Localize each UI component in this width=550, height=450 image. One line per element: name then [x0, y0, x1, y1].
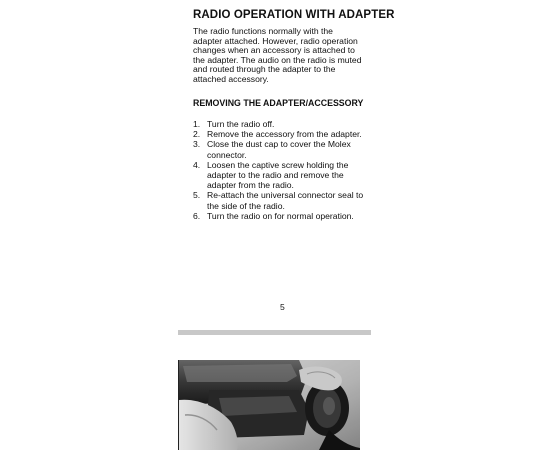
- radio-adapter-photo: [179, 360, 360, 450]
- step-text: Turn the radio off.: [207, 119, 275, 129]
- page-number: 5: [280, 302, 285, 312]
- step-text: Loosen the captive screw holding the: [207, 159, 349, 170]
- step-number: 3.: [193, 139, 201, 150]
- step-text: Re-attach the universal connector seal to: [207, 190, 364, 201]
- intro-line: adapter attached. However, radio operation: [193, 35, 358, 46]
- step-text: the side of the radio.: [207, 200, 285, 211]
- step-text: adapter to the radio and remove the: [207, 170, 344, 181]
- step-item: [193, 211, 383, 221]
- step-item: [193, 160, 383, 191]
- step-item: [193, 119, 383, 129]
- step-item: [193, 139, 383, 159]
- page-divider: [178, 330, 371, 335]
- intro-line: The radio functions normally with the: [193, 26, 333, 36]
- radio-adapter-photo-graphic: [179, 360, 360, 450]
- step-item: [193, 190, 383, 210]
- step-number: 6.: [193, 210, 201, 221]
- step-number: 4.: [193, 159, 201, 170]
- intro-line: and routed through the adapter to the: [193, 64, 336, 75]
- step-number: 5.: [193, 190, 201, 201]
- step-number: 2.: [193, 129, 201, 140]
- intro-paragraph: [193, 27, 378, 85]
- step-text: Close the dust cap to cover the Molex: [207, 139, 351, 150]
- step-text: adapter from the radio.: [207, 180, 294, 191]
- step-text: Turn the radio on for normal operation.: [207, 210, 354, 221]
- page-title: RADIO OPERATION WITH ADAPTER: [193, 9, 395, 21]
- step-number: 1.: [193, 119, 201, 129]
- step-item: [193, 129, 383, 139]
- steps-list: [193, 119, 383, 221]
- section-heading: REMOVING THE ADAPTER/ACCESSORY: [193, 98, 364, 108]
- intro-line: attached accessory.: [193, 73, 269, 84]
- step-text: Remove the accessory from the adapter.: [207, 129, 362, 140]
- intro-line: the adapter. The audio on the radio is muted: [193, 54, 362, 65]
- step-text: connector.: [207, 149, 247, 160]
- intro-line: changes when an accessory is attached to: [193, 45, 355, 56]
